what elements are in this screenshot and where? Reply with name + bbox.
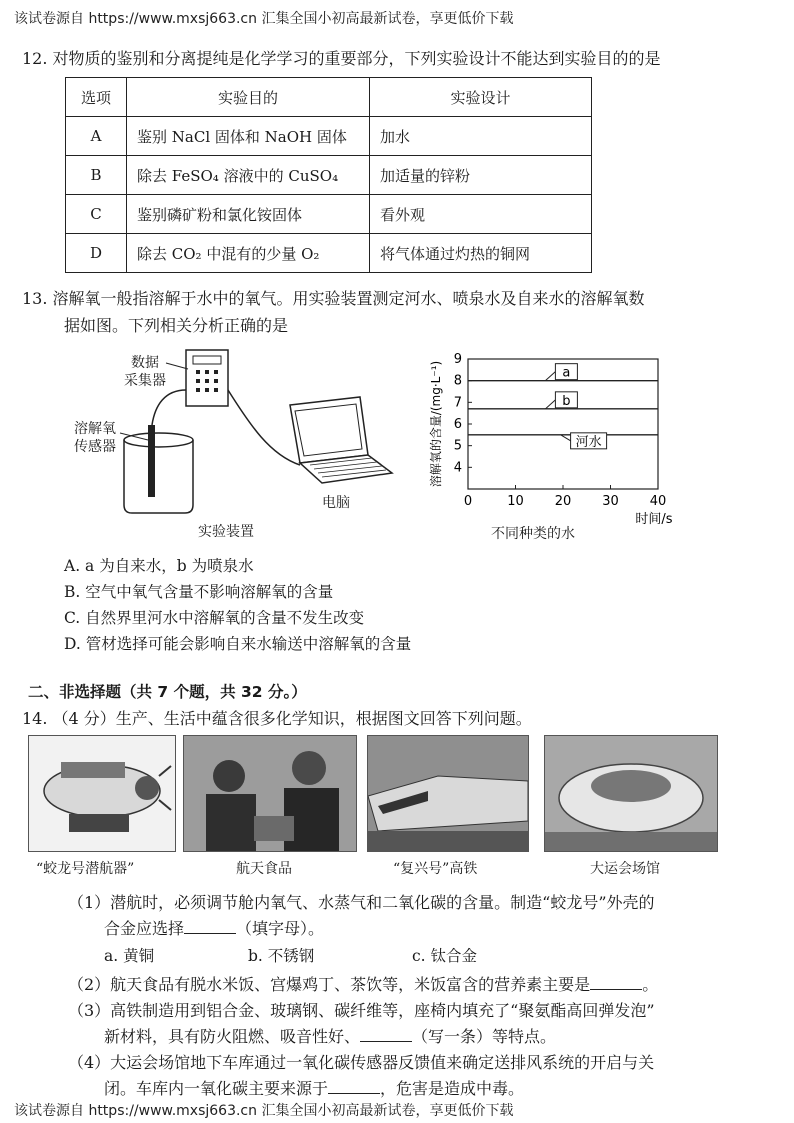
- x-tick-label: 10: [507, 494, 524, 509]
- cell-design: 加适量的锌粉: [370, 156, 592, 195]
- q14-part3-line2: [104, 1024, 556, 1047]
- q14-part3-line1: （3）高铁制造用到铝合金、玻璃钢、碳纤维等，座椅内填充了“聚氨酯高回弹发泡”: [68, 1001, 655, 1020]
- stadium-photo: [544, 735, 718, 852]
- col-header-option: 选项: [66, 78, 127, 117]
- photo-caption-stadium: 大运会场馆: [590, 861, 660, 877]
- table-row: [66, 156, 592, 195]
- section-title: 二、非选择题（共 7 个题，共 32 分。）: [28, 683, 307, 701]
- beaker-icon: [124, 440, 193, 513]
- label-collector-2: 采集器: [124, 373, 166, 389]
- x-axis-label: 时间/s: [635, 512, 673, 527]
- table-row: [66, 195, 592, 234]
- y-tick-label: 4: [453, 460, 462, 476]
- label-collector-1: 数据: [131, 355, 159, 371]
- cell-option: A: [66, 117, 127, 156]
- q14-part1-prefix: 合金应选择: [104, 919, 185, 938]
- series-label-leader: [561, 435, 571, 441]
- x-tick-label: 30: [602, 494, 619, 509]
- cell-option: C: [66, 195, 127, 234]
- q14-part4-suffix: ，危害是造成中毒。: [380, 1079, 525, 1098]
- submersible-photo: [28, 735, 176, 852]
- table-row: [66, 234, 592, 273]
- q13-option-a: A. a 为自来水，b 为喷泉水: [64, 557, 254, 575]
- y-axis-label: 溶解氧的含量/(mg·L⁻¹): [429, 360, 443, 488]
- y-tick-label: 8: [453, 373, 462, 389]
- cell-purpose: 除去 FeSO₄ 溶液中的 CuSO₄: [127, 156, 370, 195]
- q13-option-c: C. 自然界里河水中溶解氧的含量不发生改变: [64, 609, 365, 627]
- q14-part2-text: （2）航天食品有脱水米饭、宫爆鸡丁、茶饮等，米饭富含的营养素主要是: [68, 975, 591, 994]
- y-tick-label: 5: [453, 438, 462, 454]
- q14-stem: 14. （4 分）生产、生活中蕴含很多化学知识，根据图文回答下列问题。: [22, 709, 532, 728]
- cell-purpose: 鉴别磷矿粉和氯化铵固体: [127, 195, 370, 234]
- q13-option-d: D. 管材选择可能会影响自来水输送中溶解氧的含量: [64, 635, 412, 653]
- x-tick-label: 0: [463, 494, 473, 509]
- q12-table: [65, 77, 592, 273]
- col-header-design: 实验设计: [370, 78, 592, 117]
- y-tick-label: 7: [453, 395, 462, 411]
- series-label-leader: [545, 400, 555, 409]
- q14-part3-prefix: 新材料，具有防火阻燃、吸音性好、: [104, 1027, 361, 1046]
- series-label-河水: 河水: [575, 434, 602, 450]
- q14-choice-c: c. 钛合金: [412, 947, 478, 965]
- series-label-a: a: [562, 365, 571, 381]
- answer-blank[interactable]: [184, 919, 236, 934]
- cell-design: 看外观: [370, 195, 592, 234]
- apparatus-caption: 实验装置: [198, 524, 254, 540]
- q13-stem-line1: 13. 溶解氧一般指溶解于水中的氧气。用实验装置测定河水、喷泉水及自来水的溶解氧数: [22, 289, 645, 308]
- page-footer: 该试卷源自 https://www.mxsj663.cn 汇集全国小初高最新试卷，享更低价下载: [14, 1103, 514, 1119]
- cell-design: 将气体通过灼热的铜网: [370, 234, 592, 273]
- y-tick-label: 9: [453, 352, 462, 367]
- q14-part1-line1: （1）潜航时，必须调节舱内氧气、水蒸气和二氧化碳的含量。制造“蛟龙号”外壳的: [68, 893, 655, 912]
- label-computer: 电脑: [322, 495, 350, 511]
- photo-caption-space-food: 航天食品: [236, 861, 292, 877]
- answer-blank[interactable]: [360, 1027, 412, 1042]
- q14-part2: [68, 972, 658, 995]
- cell-purpose: 除去 CO₂ 中混有的少量 O₂: [127, 234, 370, 273]
- q14-part3-suffix: （写一条）等特点。: [412, 1027, 557, 1046]
- q14-part4-line1: （4）大运会场馆地下车库通过一氧化碳传感器反馈值来确定送排风系统的开启与关: [68, 1053, 655, 1072]
- label-sensor-2: 传感器: [74, 439, 116, 455]
- space-food-photo: [183, 735, 357, 852]
- sensor-rod-icon: [148, 425, 155, 497]
- q13-option-b: B. 空气中氧气含量不影响溶解氧的含量: [64, 583, 334, 601]
- series-label-b: b: [562, 393, 571, 409]
- page-header: 该试卷源自 https://www.mxsj663.cn 汇集全国小初高最新试卷，享更低价下载: [14, 11, 514, 27]
- q14-part1-suffix: （填字母）。: [236, 919, 325, 938]
- x-tick-label: 20: [554, 494, 572, 509]
- answer-blank[interactable]: [328, 1079, 380, 1094]
- col-header-purpose: 实验目的: [127, 78, 370, 117]
- series-label-leader: [545, 372, 555, 381]
- photo-caption-train: “复兴号”高铁: [393, 861, 478, 877]
- label-sensor-1: 溶解氧: [74, 421, 116, 437]
- cell-design: 加水: [370, 117, 592, 156]
- q14-choice-a: a. 黄铜: [104, 947, 155, 965]
- chart-caption: 不同种类的水: [491, 526, 575, 542]
- table-row: [66, 117, 592, 156]
- q13-stem-line2: 据如图。下列相关分析正确的是: [64, 316, 289, 335]
- dissolved-oxygen-chart: [420, 345, 690, 545]
- table-header-row: [66, 78, 592, 117]
- q14-part4-line2: [104, 1076, 524, 1099]
- photo-caption-submersible: “蛟龙号潜航器”: [36, 861, 135, 877]
- q14-part1-line2: [104, 916, 324, 939]
- q12-stem: 12. 对物质的鉴别和分离提纯是化学学习的重要部分，下列实验设计不能达到实验目的的是: [22, 49, 661, 68]
- y-tick-label: 6: [453, 417, 462, 432]
- cell-option: B: [66, 156, 127, 195]
- q14-part4-prefix: 闭。车库内一氧化碳主要来源于: [104, 1079, 329, 1098]
- cell-purpose: 鉴别 NaCl 固体和 NaOH 固体: [127, 117, 370, 156]
- high-speed-train-photo: [367, 735, 529, 852]
- q14-choice-b: b. 不锈钢: [248, 947, 315, 965]
- x-tick-label: 40: [649, 494, 667, 509]
- answer-blank[interactable]: [590, 975, 642, 990]
- laptop-icon: [290, 397, 392, 483]
- cell-option: D: [66, 234, 127, 273]
- q14-part2-end: 。: [642, 975, 659, 994]
